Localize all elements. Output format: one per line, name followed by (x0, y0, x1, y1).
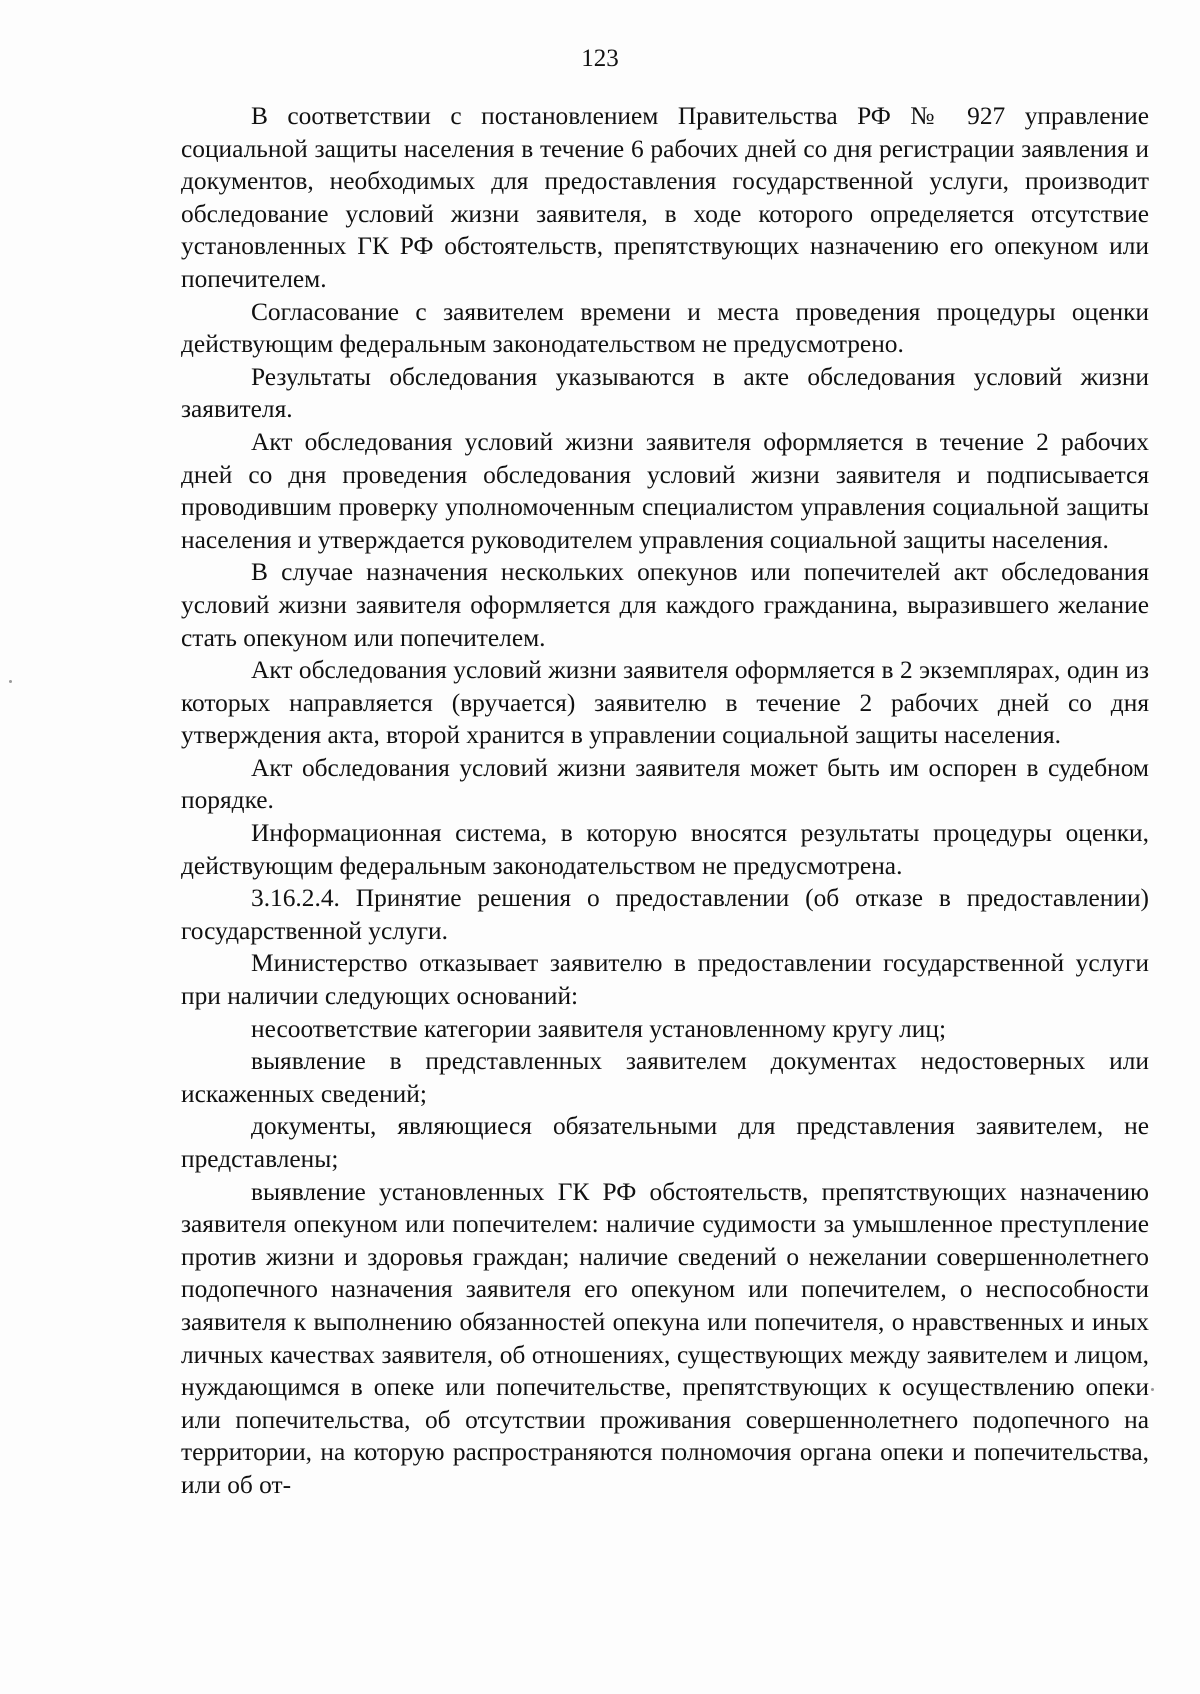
paragraph: Акт обследования условий жизни заявителя может быть им оспорен в судебном порядке. (181, 753, 1149, 815)
paragraph: Акт обследования условий жизни заявителя оформляется в 2 экземплярах, один из которых направляется (вручается) заявителю в течение 2 рабочих дней со дня утверждения акта, второй хранится в управлении социальной защиты населения. (181, 656, 1149, 750)
paragraph: В соответствии с постановлением Правительства РФ № 927 управление социальной защиты населения в течение 6 рабочих дней со дня регистрации заявления и документов, необходимых для предоставления государственной услуги, производит обследование условий жизни заявителя, в ходе которого определяется отсутствие установленных ГК РФ обстоятельств, препятствующих назначению его опекуном или попечителем. (181, 102, 1149, 293)
paragraph: несоответствие категории заявителя установленному кругу лиц; (251, 1014, 946, 1043)
scan-speck (9, 680, 12, 683)
paragraph: Информационная система, в которую вносятся результаты процедуры оценки, действующим федеральным законодательством не предусмотрена. (181, 819, 1149, 880)
paragraph: В случае назначения нескольких опекунов или попечителей акт обследования условий жизни заявителя оформляется для каждого гражданина, выразившего желание стать опекуном или попечителем. (181, 558, 1149, 652)
scan-speck (1151, 1388, 1154, 1391)
paragraph: документы, являющиеся обязательными для представления заявителем, не представлены; (181, 1112, 1149, 1173)
paragraph: Согласование с заявителем времени и места проведения процедуры оценки действующим федеральным законодательством не предусмотрено. (181, 297, 1149, 359)
paragraph: выявление установленных ГК РФ обстоятельств, препятствующих назначению заявителя опекуном или попечителем: наличие судимости за умышленное преступление против жизни и здоровья граждан; наличие сведений о нежелании совершеннолетнего подопечного назначения заявителя его опекуном или попечителем, о неспособности заявителя к выполнению обязанностей опекуна или попечителя, о нравственных и иных личных качествах заявителя, об отношениях, существующих между заявителем и лицом, нуждающимся в опеке или попечительстве, препятствующих к осуществлению опеки или попечительства, об отсутствии проживания совершеннолетнего подопечного на территории, на которую распространяются полномочия органа опеки и попечительства, или об от- (181, 1177, 1149, 1499)
paragraph: 3.16.2.4. Принятие решения о предоставлении (об отказе в предоставлении) государственной услуги. (181, 884, 1149, 945)
paragraph: Министерство отказывает заявителю в предоставлении государственной услуги при наличии следующих оснований: (181, 949, 1149, 1011)
document-body (181, 100, 1149, 1502)
paragraph: Акт обследования условий жизни заявителя оформляется в течение 2 рабочих дней со дня проведения обследования условий жизни заявителя и подписывается проводившим проверку уполномоченным специалистом управления социальной защиты населения и утверждается руководителем управления социальной защиты населения. (181, 427, 1149, 554)
page-number: 123 (581, 45, 619, 72)
paragraph: Результаты обследования указываются в акте обследования условий жизни заявителя. (181, 362, 1149, 424)
paragraph: выявление в представленных заявителем документах недостоверных или искаженных сведений; (181, 1047, 1149, 1108)
